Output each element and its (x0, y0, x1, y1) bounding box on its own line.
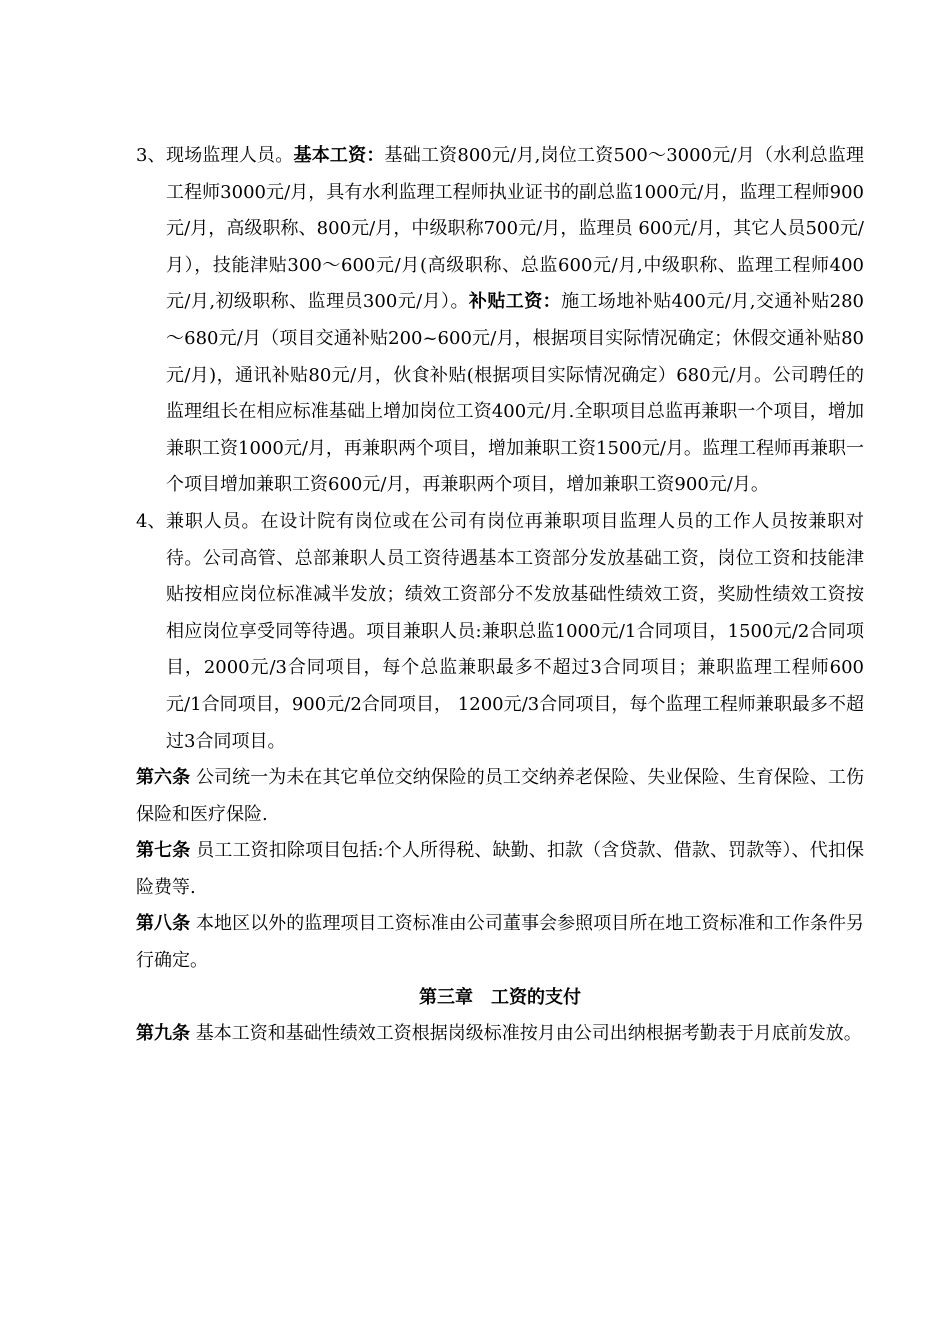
item-text: 基础工资800元/月,岗位工资500～3000元/月（水利总监理工程师3000元/月，具有水利监理工程师执业证书的副总监1000元/月，监理工程师900元/月，高级职称、800元/月，中级职称700元/月，监理员 600元/月，其它人员500元/月），技能津贴300～600元/月(高级职称、总监600元/月,中级职称、监理工程师400元/月,初级职称、监理员300元/月）。 (166, 145, 865, 313)
article-text: 本地区以外的监理项目工资标准由公司董事会参照项目所在地工资标准和工作条件另行确定。 (136, 913, 864, 972)
list-number: 3、 (136, 145, 166, 166)
article-8 (136, 906, 864, 979)
article-text: 公司统一为未在其它单位交纳保险的员工交纳养老保险、失业保险、生育保险、工伤保险和医疗保险. (136, 767, 864, 825)
list-item-4 (136, 504, 864, 760)
article-7 (136, 833, 864, 906)
article-text: 员工工资扣除项目包括:个人所得税、缺勤、扣款（含贷款、借款、罚款等）、代扣保险费等. (136, 840, 864, 898)
item-text: 现场监理人员。 (166, 145, 294, 166)
list-item-3 (136, 138, 864, 504)
item-text: 施工场地补贴400元/月,交通补贴280～680元/月（项目交通补贴200~600元/月，根据项目实际情况确定；休假交通补贴80元/月)，通讯补贴80元/月，伙食补贴(根据项目实际情况确定）680元/月。公司聘任的监理组长在相应标准基础上增加岗位工资400元/月.全职项目总监再兼职一个项目，增加兼职工资1000元/月，再兼职两个项目，增加兼职工资1500元/月。监理工程师再兼职一个项目增加兼职工资600元/月，再兼职两个项目，增加兼职工资900元/月。 (166, 291, 865, 496)
document-body (136, 138, 864, 1053)
subsidy-heading: 补贴工资： (468, 291, 562, 313)
basic-salary-heading: 基本工资： (293, 145, 385, 166)
list-number: 4、 (136, 510, 166, 532)
item-text: 兼职人员。在设计院有岗位或在公司有岗位再兼职项目监理人员的工作人员按兼职对待。公司高管、总部兼职人员工资待遇基本工资部分发放基础工资，岗位工资和技能津贴按相应岗位标准减半发放；绩效工资部分不发放基础性绩效工资，奖励性绩效工资按相应岗位享受同等待遇。项目兼职人员:兼职总监1000元/1合同项目，1500元/2合同项目，2000元/3合同项目，每个总监兼职最多不超过3合同项目；兼职监理工程师600元/1合同项目，900元/2合同项目， 1200元/3合同项目，每个监理工程师兼职最多不超过3合同项目。 (166, 510, 864, 752)
article-title: 第八条 (136, 913, 191, 935)
article-text: 基本工资和基础性绩效工资根据岗级标准按月由公司出纳根据考勤表于月底前发放。 (190, 1023, 862, 1045)
chapter-heading: 第三章 工资的支付 (419, 986, 581, 1008)
article-6 (136, 760, 864, 833)
article-9 (136, 1016, 864, 1053)
article-title: 第六条 (136, 767, 191, 789)
article-title: 第九条 (136, 1023, 190, 1045)
article-title: 第七条 (136, 840, 191, 862)
